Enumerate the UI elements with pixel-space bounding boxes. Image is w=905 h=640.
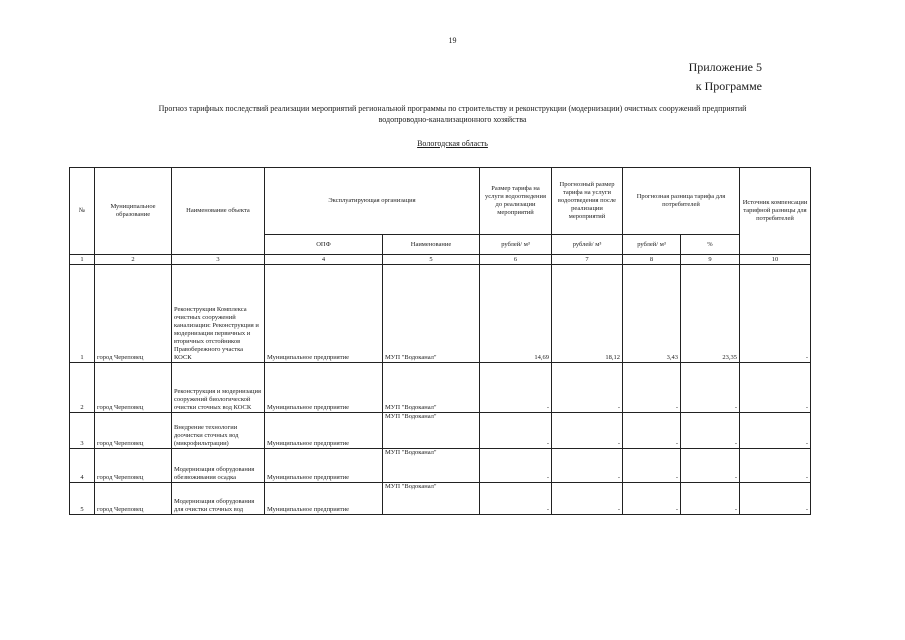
header-source: Источник компенсации тарифной разницы для потребителей bbox=[740, 168, 811, 255]
row-opf: Муниципальное предприятие bbox=[265, 449, 383, 483]
region-title: Вологодская область bbox=[417, 139, 488, 148]
row-object: Внедрение технологии доочистки сточных вод (микрофильтрации) bbox=[172, 413, 265, 449]
row-diff-pct: - bbox=[681, 449, 740, 483]
column-numbers-row bbox=[70, 255, 811, 265]
col-number: 8 bbox=[623, 255, 681, 265]
title-line-1: Прогноз тарифных последствий реализации мероприятий региональной программы по строительству и реконструкции (модернизации) очистных сооружений предприятий bbox=[158, 104, 747, 113]
row-municipality: город Череповец bbox=[95, 449, 172, 483]
row-org-name: МУП "Водоканал" bbox=[383, 265, 480, 363]
table-row bbox=[70, 483, 811, 515]
table-row bbox=[70, 413, 811, 449]
row-diff-pct: 23,35 bbox=[681, 265, 740, 363]
row-org-name: МУП "Водоканал" bbox=[383, 483, 480, 515]
header-opf: ОПФ bbox=[265, 235, 383, 255]
row-forecast: - bbox=[552, 363, 623, 413]
header-unit-1: рублей/ м³ bbox=[480, 235, 552, 255]
row-org-name: МУП "Водоканал" bbox=[383, 363, 480, 413]
row-municipality: город Череповец bbox=[95, 413, 172, 449]
row-diff-rub: - bbox=[623, 483, 681, 515]
col-number: 3 bbox=[172, 255, 265, 265]
row-diff-rub: - bbox=[623, 449, 681, 483]
header-municipality: Муниципальное образование bbox=[95, 168, 172, 255]
col-number: 5 bbox=[383, 255, 480, 265]
row-forecast: - bbox=[552, 413, 623, 449]
row-municipality: город Череповец bbox=[95, 483, 172, 515]
row-municipality: город Череповец bbox=[95, 265, 172, 363]
col-number: 6 bbox=[480, 255, 552, 265]
row-diff-pct: - bbox=[681, 483, 740, 515]
table-row bbox=[70, 265, 811, 363]
row-tariff: - bbox=[480, 483, 552, 515]
row-forecast: - bbox=[552, 449, 623, 483]
header-name: Наименование bbox=[383, 235, 480, 255]
row-forecast: 18,12 bbox=[552, 265, 623, 363]
title-line-2: водопроводно-канализационного хозяйства bbox=[378, 115, 527, 124]
table-row bbox=[70, 449, 811, 483]
page-number: 19 bbox=[448, 36, 457, 45]
row-source: - bbox=[740, 413, 811, 449]
row-diff-rub: - bbox=[623, 363, 681, 413]
row-diff-pct: - bbox=[681, 363, 740, 413]
appendix-line-1: Приложение 5 bbox=[688, 60, 762, 74]
row-object: Реконструкция и модернизация сооружений биологической очистки сточных вод КОСК bbox=[172, 363, 265, 413]
row-opf: Муниципальное предприятие bbox=[265, 265, 383, 363]
row-num: 3 bbox=[70, 413, 95, 449]
row-object: Модернизация оборудования обезвоживания осадка bbox=[172, 449, 265, 483]
row-diff-rub: - bbox=[623, 413, 681, 449]
row-tariff: - bbox=[480, 449, 552, 483]
header-row-1 bbox=[70, 168, 811, 235]
col-number: 7 bbox=[552, 255, 623, 265]
header-unit-3: рублей/ м³ bbox=[623, 235, 681, 255]
row-diff-pct: - bbox=[681, 413, 740, 449]
row-tariff: - bbox=[480, 363, 552, 413]
header-unit-2: рублей/ м³ bbox=[552, 235, 623, 255]
col-number: 1 bbox=[70, 255, 95, 265]
row-source: - bbox=[740, 449, 811, 483]
row-diff-rub: 3,43 bbox=[623, 265, 681, 363]
row-source: - bbox=[740, 483, 811, 515]
col-number: 10 bbox=[740, 255, 811, 265]
col-number: 4 bbox=[265, 255, 383, 265]
row-opf: Муниципальное предприятие bbox=[265, 363, 383, 413]
row-source: - bbox=[740, 363, 811, 413]
row-num: 4 bbox=[70, 449, 95, 483]
header-percent: % bbox=[681, 235, 740, 255]
header-forecast-tariff: Прогнозный размер тарифа на услуги водоотведения после реализации мероприятий bbox=[552, 168, 623, 235]
row-num: 1 bbox=[70, 265, 95, 363]
col-number: 9 bbox=[681, 255, 740, 265]
row-opf: Муниципальное предприятие bbox=[265, 483, 383, 515]
table-row bbox=[70, 363, 811, 413]
document-title bbox=[60, 103, 845, 125]
row-tariff: - bbox=[480, 413, 552, 449]
row-num: 5 bbox=[70, 483, 95, 515]
row-forecast: - bbox=[552, 483, 623, 515]
header-tariff-size: Размер тарифа на услуги водоотведения до реализации мероприятий bbox=[480, 168, 552, 235]
row-source: - bbox=[740, 265, 811, 363]
tariff-table bbox=[69, 167, 811, 515]
header-num: № bbox=[70, 168, 95, 255]
col-number: 2 bbox=[95, 255, 172, 265]
appendix-line-2: к Программе bbox=[695, 79, 762, 93]
header-forecast-diff: Прогнозная разница тарифа для потребителей bbox=[623, 168, 740, 235]
row-object: Модернизация оборудования для очистки сточных вод bbox=[172, 483, 265, 515]
row-opf: Муниципальное предприятие bbox=[265, 413, 383, 449]
header-object: Наименование объекта bbox=[172, 168, 265, 255]
row-num: 2 bbox=[70, 363, 95, 413]
appendix-label bbox=[662, 58, 762, 96]
row-tariff: 14,69 bbox=[480, 265, 552, 363]
row-org-name: МУП "Водоканал" bbox=[383, 413, 480, 449]
row-object: Реконструкция Комплекса очистных сооружений канализации: Реконструкция и модернизация первичных и вторичных отстойников Правобережного участка КОСК bbox=[172, 265, 265, 363]
row-org-name: МУП "Водоканал" bbox=[383, 449, 480, 483]
header-org: Эксплуатирующая организация bbox=[265, 168, 480, 235]
row-municipality: город Череповец bbox=[95, 363, 172, 413]
